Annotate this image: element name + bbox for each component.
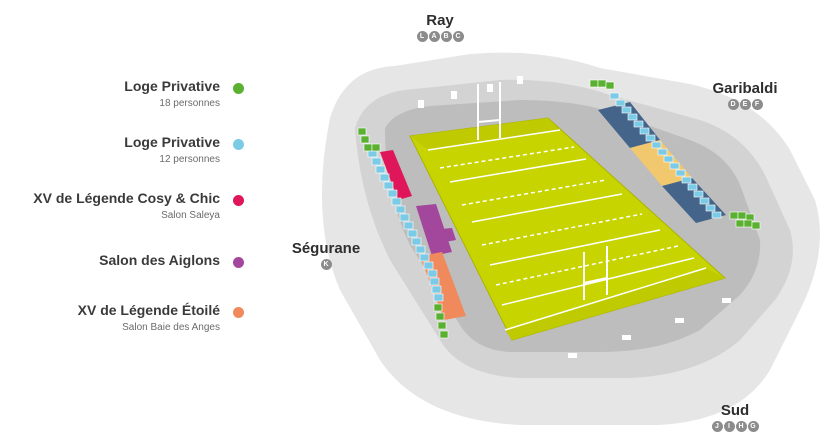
legend-subtitle: 18 personnes xyxy=(159,98,220,109)
gate-icon: H xyxy=(736,421,747,432)
legend-item-etoile xyxy=(0,302,260,358)
legend-item-cosy-chic xyxy=(0,190,260,246)
legend-title: XV de Légende Cosy & Chic xyxy=(33,190,220,206)
legend-title: Loge Privative xyxy=(124,78,220,94)
gate-icon: B xyxy=(441,31,452,42)
green-dot-icon xyxy=(233,83,244,94)
legend-title: Salon des Aiglons xyxy=(99,252,220,268)
stand-label-garibaldi xyxy=(700,80,790,110)
stand-name: Garibaldi xyxy=(712,80,778,97)
gate-icon: C xyxy=(453,31,464,42)
gate-icon: K xyxy=(321,259,332,270)
gate-icon: D xyxy=(728,99,739,110)
stand-name: Sud xyxy=(720,402,750,419)
stand-label-ray xyxy=(405,12,475,42)
legend-item-aiglons xyxy=(0,246,260,302)
stand-name: Ray xyxy=(426,12,454,29)
legend-item-loge-18 xyxy=(0,78,260,134)
legend-title: XV de Légende Étoilé xyxy=(77,302,220,318)
gate-icon: F xyxy=(752,99,763,110)
red-dot-icon xyxy=(233,195,244,206)
legend-title: Loge Privative xyxy=(124,134,220,150)
legend xyxy=(0,78,260,358)
legend-subtitle: 12 personnes xyxy=(159,154,220,165)
orange-dot-icon xyxy=(233,307,244,318)
gate-icon: E xyxy=(740,99,751,110)
gate-badges xyxy=(283,259,369,270)
gate-badges xyxy=(700,421,770,432)
gate-icon: A xyxy=(429,31,440,42)
gate-icon: J xyxy=(712,421,723,432)
gate-badges xyxy=(700,99,790,110)
legend-item-loge-12 xyxy=(0,134,260,190)
gate-icon: L xyxy=(417,31,428,42)
gate-icon: I xyxy=(724,421,735,432)
legend-subtitle: Salon Baie des Anges xyxy=(122,322,220,333)
gate-icon: G xyxy=(748,421,759,432)
gate-badges xyxy=(405,31,475,42)
blue-dot-icon xyxy=(233,139,244,150)
legend-subtitle: Salon Saleya xyxy=(161,210,220,221)
stand-label-sud xyxy=(700,402,770,432)
stand-label-segurane xyxy=(283,240,369,270)
purple-dot-icon xyxy=(233,257,244,268)
stand-name: Ségurane xyxy=(291,240,361,257)
